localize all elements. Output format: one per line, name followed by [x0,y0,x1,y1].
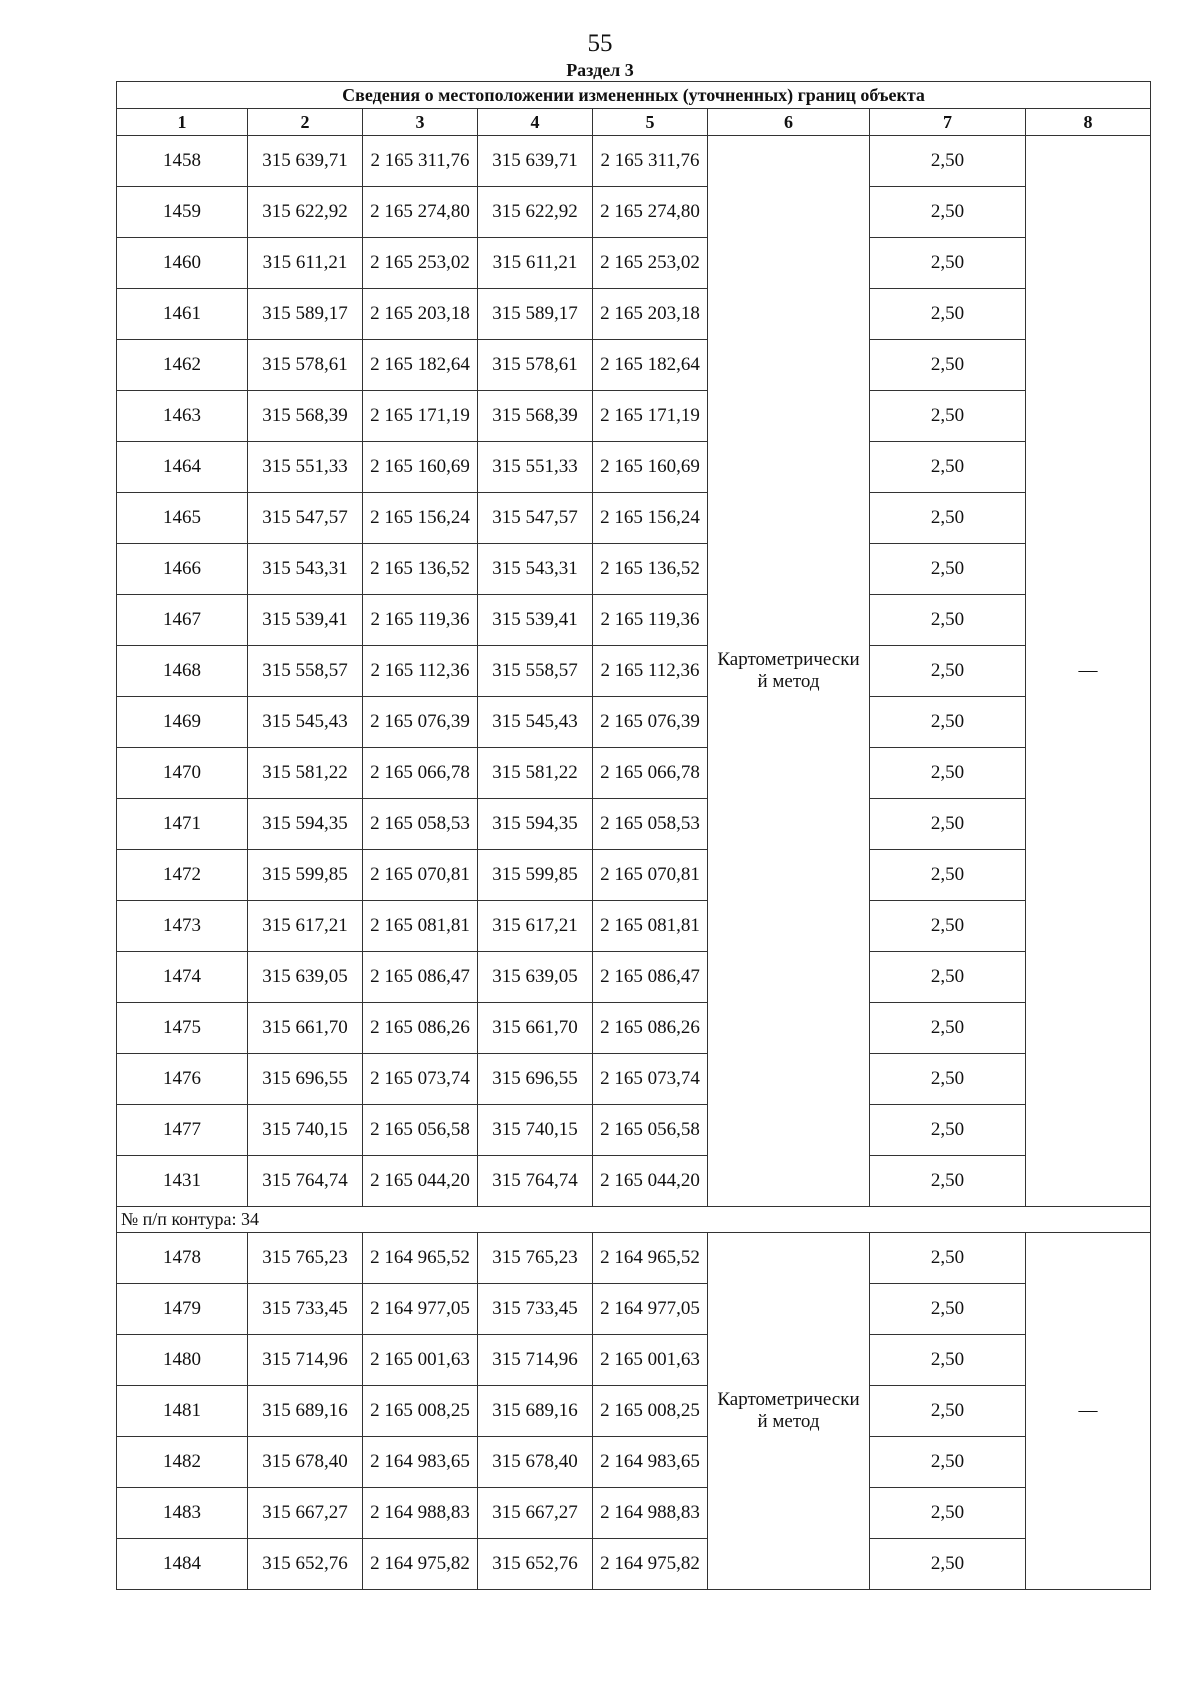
coord-x-new-cell: 315 589,17 [478,289,593,340]
coord-y-old-cell: 2 165 086,47 [363,952,478,1003]
coord-y-old-cell: 2 164 965,52 [363,1233,478,1284]
table-row [117,391,1151,442]
table-title: Сведения о местоположении измененных (уточненных) границ объекта [117,82,1151,109]
method-cell: Картометрически й метод [708,1233,870,1590]
coord-x-old-cell: 315 578,61 [248,340,363,391]
coord-y-new-cell: 2 165 136,52 [593,544,708,595]
table-row [117,1335,1151,1386]
table-row [117,901,1151,952]
coord-x-new-cell: 315 765,23 [478,1233,593,1284]
point-number-cell: 1481 [117,1386,248,1437]
coord-x-old-cell: 315 667,27 [248,1488,363,1539]
precision-cell: 2,50 [870,748,1026,799]
coord-y-new-cell: 2 165 066,78 [593,748,708,799]
table-row [117,544,1151,595]
precision-cell: 2,50 [870,646,1026,697]
point-number-cell: 1483 [117,1488,248,1539]
column-8-cell: — [1026,136,1151,1207]
table-row [117,1488,1151,1539]
coord-x-new-cell: 315 547,57 [478,493,593,544]
coord-y-new-cell: 2 165 073,74 [593,1054,708,1105]
point-number-cell: 1460 [117,238,248,289]
point-number-cell: 1465 [117,493,248,544]
coord-x-new-cell: 315 622,92 [478,187,593,238]
coord-x-new-cell: 315 661,70 [478,1003,593,1054]
coord-y-new-cell: 2 165 044,20 [593,1156,708,1207]
point-number-cell: 1461 [117,289,248,340]
table-row [117,1233,1151,1284]
coord-y-new-cell: 2 164 965,52 [593,1233,708,1284]
precision-cell: 2,50 [870,850,1026,901]
coord-x-new-cell: 315 551,33 [478,442,593,493]
point-number-cell: 1479 [117,1284,248,1335]
table-row [117,1284,1151,1335]
coord-x-old-cell: 315 733,45 [248,1284,363,1335]
coord-y-new-cell: 2 165 056,58 [593,1105,708,1156]
table-row [117,646,1151,697]
coord-x-old-cell: 315 547,57 [248,493,363,544]
coord-x-new-cell: 315 696,55 [478,1054,593,1105]
point-number-cell: 1466 [117,544,248,595]
coord-x-old-cell: 315 617,21 [248,901,363,952]
coord-x-new-cell: 315 617,21 [478,901,593,952]
precision-cell: 2,50 [870,238,1026,289]
precision-cell: 2,50 [870,1003,1026,1054]
precision-cell: 2,50 [870,442,1026,493]
coord-y-new-cell: 2 165 253,02 [593,238,708,289]
coord-x-old-cell: 315 652,76 [248,1539,363,1590]
coord-y-old-cell: 2 165 182,64 [363,340,478,391]
coord-x-old-cell: 315 639,71 [248,136,363,187]
coord-y-old-cell: 2 165 086,26 [363,1003,478,1054]
coord-y-new-cell: 2 164 983,65 [593,1437,708,1488]
table-row [117,748,1151,799]
point-number-cell: 1477 [117,1105,248,1156]
column-header: 6 [708,109,870,136]
coordinates-table [116,81,1151,1590]
point-number-cell: 1459 [117,187,248,238]
coord-x-new-cell: 315 764,74 [478,1156,593,1207]
coord-x-new-cell: 315 568,39 [478,391,593,442]
coord-y-old-cell: 2 165 058,53 [363,799,478,850]
table-row [117,493,1151,544]
point-number-cell: 1484 [117,1539,248,1590]
coord-x-old-cell: 315 589,17 [248,289,363,340]
coord-y-new-cell: 2 165 086,47 [593,952,708,1003]
column-header: 8 [1026,109,1151,136]
coord-x-old-cell: 315 545,43 [248,697,363,748]
point-number-cell: 1480 [117,1335,248,1386]
point-number-cell: 1463 [117,391,248,442]
coord-y-new-cell: 2 165 156,24 [593,493,708,544]
point-number-cell: 1478 [117,1233,248,1284]
table-row [117,238,1151,289]
coord-y-old-cell: 2 165 008,25 [363,1386,478,1437]
coord-y-old-cell: 2 165 160,69 [363,442,478,493]
coord-y-old-cell: 2 165 044,20 [363,1156,478,1207]
coord-y-old-cell: 2 165 253,02 [363,238,478,289]
contour-label: № п/п контура: 34 [117,1207,1151,1233]
coord-x-old-cell: 315 689,16 [248,1386,363,1437]
coord-y-new-cell: 2 164 977,05 [593,1284,708,1335]
coord-x-old-cell: 315 594,35 [248,799,363,850]
table-row [117,799,1151,850]
coord-x-new-cell: 315 733,45 [478,1284,593,1335]
coord-x-new-cell: 315 652,76 [478,1539,593,1590]
table-row [117,1054,1151,1105]
coord-x-new-cell: 315 667,27 [478,1488,593,1539]
coord-y-new-cell: 2 165 203,18 [593,289,708,340]
table-row [117,1156,1151,1207]
coord-y-new-cell: 2 165 058,53 [593,799,708,850]
coord-x-old-cell: 315 765,23 [248,1233,363,1284]
table-row [117,340,1151,391]
column-header: 2 [248,109,363,136]
coord-x-new-cell: 315 558,57 [478,646,593,697]
coord-y-new-cell: 2 165 081,81 [593,901,708,952]
coord-x-old-cell: 315 639,05 [248,952,363,1003]
precision-cell: 2,50 [870,544,1026,595]
coord-x-old-cell: 315 740,15 [248,1105,363,1156]
coord-x-new-cell: 315 581,22 [478,748,593,799]
page-number: 55 [587,30,613,57]
column-header: 7 [870,109,1026,136]
coord-y-old-cell: 2 165 001,63 [363,1335,478,1386]
coord-y-new-cell: 2 165 171,19 [593,391,708,442]
coord-y-new-cell: 2 165 119,36 [593,595,708,646]
coord-x-new-cell: 315 545,43 [478,697,593,748]
coord-x-old-cell: 315 581,22 [248,748,363,799]
table-row [117,1539,1151,1590]
coord-x-new-cell: 315 578,61 [478,340,593,391]
coord-x-old-cell: 315 696,55 [248,1054,363,1105]
table-row [117,1386,1151,1437]
point-number-cell: 1472 [117,850,248,901]
point-number-cell: 1475 [117,1003,248,1054]
coord-y-old-cell: 2 165 056,58 [363,1105,478,1156]
precision-cell: 2,50 [870,289,1026,340]
table-row [117,595,1151,646]
point-number-cell: 1464 [117,442,248,493]
coord-y-old-cell: 2 165 070,81 [363,850,478,901]
precision-cell: 2,50 [870,952,1026,1003]
point-number-cell: 1469 [117,697,248,748]
precision-cell: 2,50 [870,1488,1026,1539]
coord-x-new-cell: 315 611,21 [478,238,593,289]
precision-cell: 2,50 [870,901,1026,952]
coord-x-new-cell: 315 689,16 [478,1386,593,1437]
coord-y-new-cell: 2 165 274,80 [593,187,708,238]
coord-x-old-cell: 315 539,41 [248,595,363,646]
coord-y-old-cell: 2 165 112,36 [363,646,478,697]
table-row [117,442,1151,493]
column-header: 5 [593,109,708,136]
point-number-cell: 1482 [117,1437,248,1488]
precision-cell: 2,50 [870,1539,1026,1590]
column-header: 3 [363,109,478,136]
table-row [117,952,1151,1003]
coord-x-old-cell: 315 611,21 [248,238,363,289]
table-row [117,289,1151,340]
coord-x-old-cell: 315 543,31 [248,544,363,595]
coord-y-new-cell: 2 164 988,83 [593,1488,708,1539]
coord-y-old-cell: 2 165 136,52 [363,544,478,595]
coord-y-old-cell: 2 164 988,83 [363,1488,478,1539]
point-number-cell: 1474 [117,952,248,1003]
coord-y-old-cell: 2 165 081,81 [363,901,478,952]
coord-y-new-cell: 2 165 076,39 [593,697,708,748]
precision-cell: 2,50 [870,1335,1026,1386]
precision-cell: 2,50 [870,340,1026,391]
precision-cell: 2,50 [870,595,1026,646]
coord-y-new-cell: 2 165 112,36 [593,646,708,697]
coord-y-old-cell: 2 164 983,65 [363,1437,478,1488]
coord-y-new-cell: 2 165 070,81 [593,850,708,901]
point-number-cell: 1476 [117,1054,248,1105]
table-row [117,187,1151,238]
precision-cell: 2,50 [870,1156,1026,1207]
point-number-cell: 1467 [117,595,248,646]
coord-y-old-cell: 2 165 156,24 [363,493,478,544]
point-number-cell: 1470 [117,748,248,799]
point-number-cell: 1468 [117,646,248,697]
table-header-row [117,109,1151,136]
coord-x-new-cell: 315 639,05 [478,952,593,1003]
table-row [117,1437,1151,1488]
contour-row [117,1207,1151,1233]
coord-x-old-cell: 315 714,96 [248,1335,363,1386]
coord-y-old-cell: 2 164 977,05 [363,1284,478,1335]
coord-y-new-cell: 2 165 182,64 [593,340,708,391]
coord-x-new-cell: 315 639,71 [478,136,593,187]
precision-cell: 2,50 [870,136,1026,187]
precision-cell: 2,50 [870,493,1026,544]
precision-cell: 2,50 [870,1284,1026,1335]
coord-x-old-cell: 315 551,33 [248,442,363,493]
coord-y-old-cell: 2 164 975,82 [363,1539,478,1590]
coord-y-old-cell: 2 165 073,74 [363,1054,478,1105]
coord-y-new-cell: 2 165 311,76 [593,136,708,187]
precision-cell: 2,50 [870,1233,1026,1284]
coord-x-old-cell: 315 558,57 [248,646,363,697]
table-row [117,1003,1151,1054]
point-number-cell: 1431 [117,1156,248,1207]
coord-x-new-cell: 315 599,85 [478,850,593,901]
coord-x-new-cell: 315 543,31 [478,544,593,595]
coord-x-old-cell: 315 764,74 [248,1156,363,1207]
column-header: 4 [478,109,593,136]
coord-y-new-cell: 2 165 008,25 [593,1386,708,1437]
coord-y-old-cell: 2 165 311,76 [363,136,478,187]
coord-y-old-cell: 2 165 076,39 [363,697,478,748]
point-number-cell: 1458 [117,136,248,187]
coord-y-old-cell: 2 165 171,19 [363,391,478,442]
table-row [117,136,1151,187]
precision-cell: 2,50 [870,187,1026,238]
precision-cell: 2,50 [870,1386,1026,1437]
coord-x-new-cell: 315 740,15 [478,1105,593,1156]
coord-y-new-cell: 2 165 086,26 [593,1003,708,1054]
table-row [117,697,1151,748]
point-number-cell: 1471 [117,799,248,850]
column-header: 1 [117,109,248,136]
coord-y-new-cell: 2 164 975,82 [593,1539,708,1590]
coord-y-old-cell: 2 165 203,18 [363,289,478,340]
precision-cell: 2,50 [870,1105,1026,1156]
precision-cell: 2,50 [870,1437,1026,1488]
precision-cell: 2,50 [870,799,1026,850]
coord-y-new-cell: 2 165 160,69 [593,442,708,493]
coord-x-new-cell: 315 539,41 [478,595,593,646]
method-cell: Картометрически й метод [708,136,870,1207]
precision-cell: 2,50 [870,1054,1026,1105]
coord-x-old-cell: 315 661,70 [248,1003,363,1054]
coord-x-new-cell: 315 678,40 [478,1437,593,1488]
point-number-cell: 1473 [117,901,248,952]
coord-x-old-cell: 315 622,92 [248,187,363,238]
coord-y-old-cell: 2 165 066,78 [363,748,478,799]
column-8-cell: — [1026,1233,1151,1590]
precision-cell: 2,50 [870,697,1026,748]
coord-x-old-cell: 315 678,40 [248,1437,363,1488]
coord-y-old-cell: 2 165 274,80 [363,187,478,238]
coord-x-new-cell: 315 594,35 [478,799,593,850]
section-title: Раздел 3 [566,60,634,80]
table-row [117,1105,1151,1156]
table-row [117,850,1151,901]
point-number-cell: 1462 [117,340,248,391]
coord-x-new-cell: 315 714,96 [478,1335,593,1386]
coord-x-old-cell: 315 599,85 [248,850,363,901]
coord-y-old-cell: 2 165 119,36 [363,595,478,646]
coord-y-new-cell: 2 165 001,63 [593,1335,708,1386]
coord-x-old-cell: 315 568,39 [248,391,363,442]
precision-cell: 2,50 [870,391,1026,442]
